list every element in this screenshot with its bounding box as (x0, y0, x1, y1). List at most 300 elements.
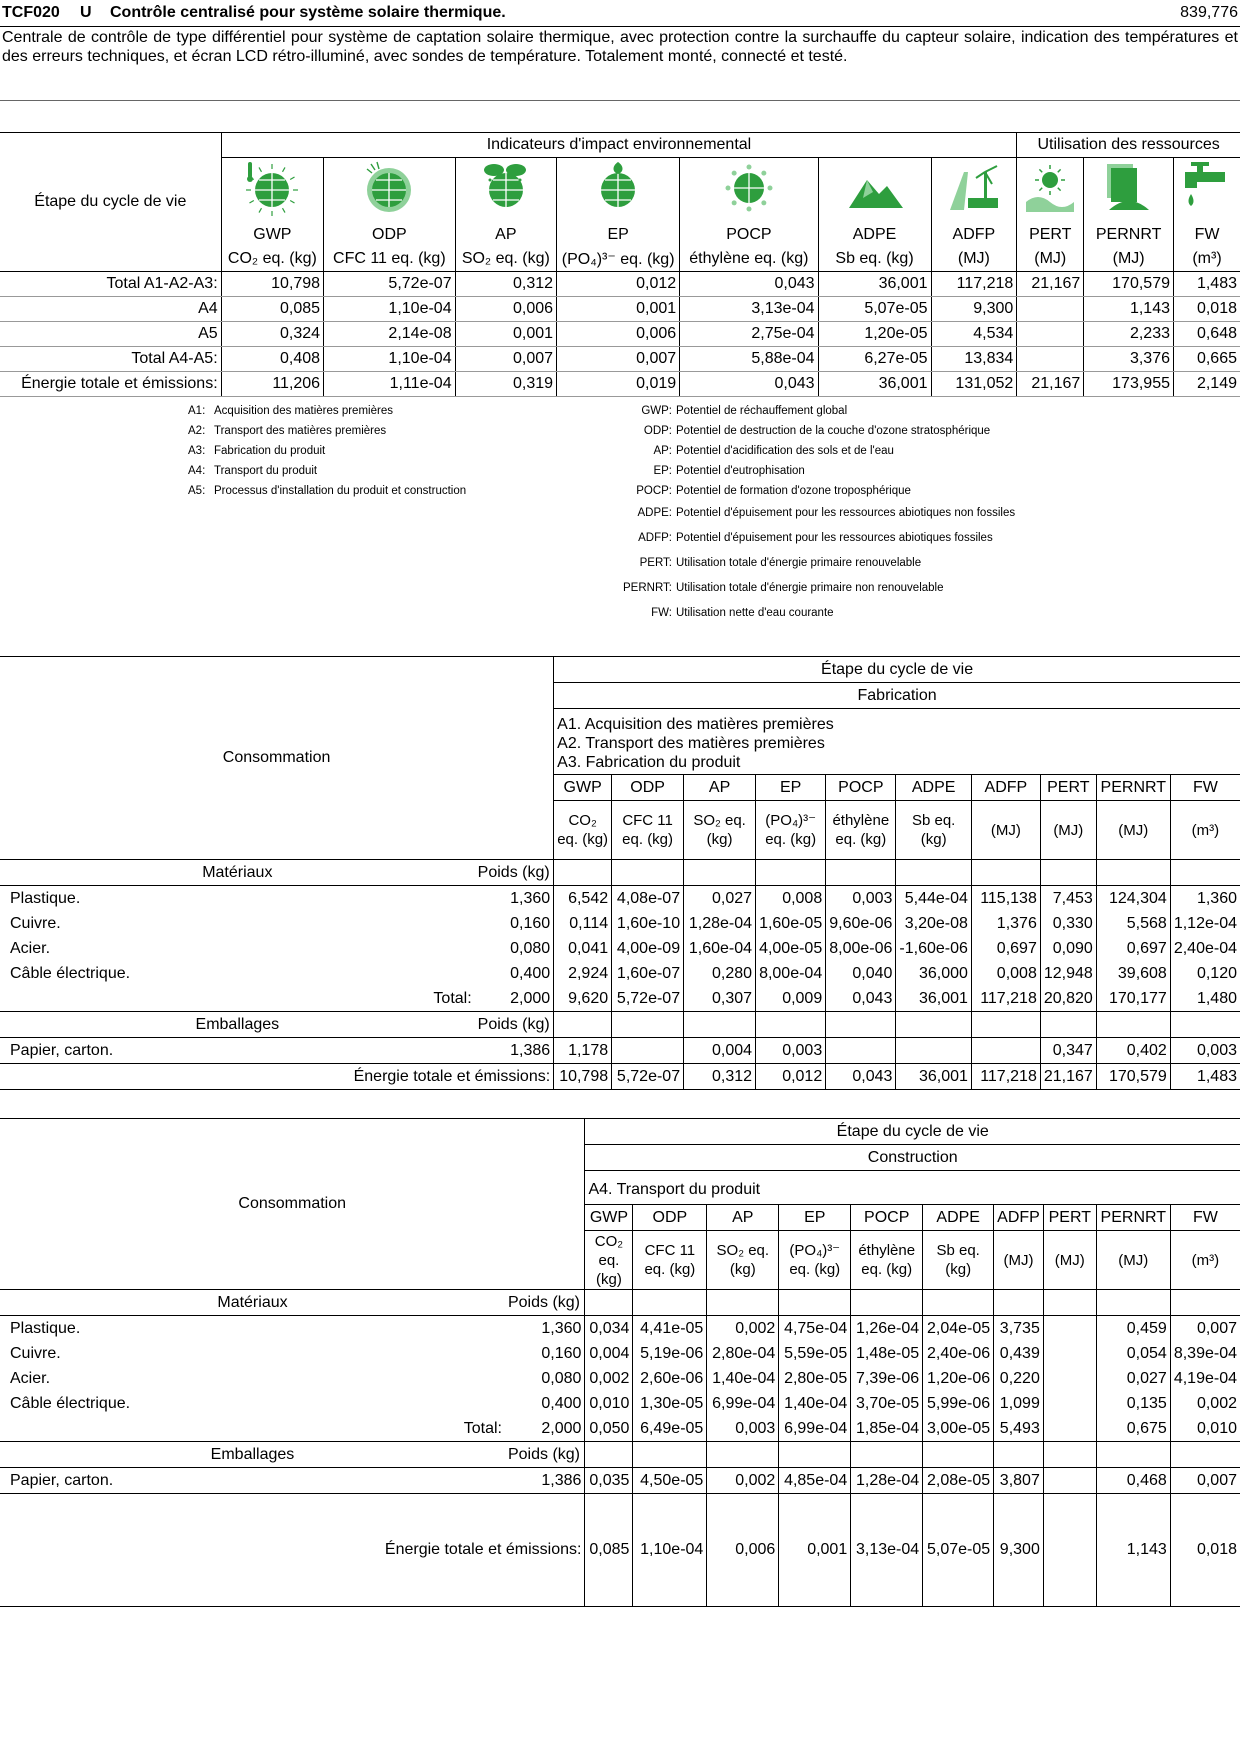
indicator-header: EP (779, 1205, 851, 1231)
indicator-legend (620, 401, 1015, 626)
value-cell: 0,114 (554, 911, 612, 936)
value-cell: 1,48e-05 (851, 1341, 923, 1366)
value-cell: 11,206 (221, 372, 323, 397)
unit-header: (MJ) (1040, 801, 1096, 860)
value-cell: 0,220 (994, 1366, 1044, 1391)
empty-cell (1170, 860, 1240, 886)
value-cell: 0,043 (826, 986, 896, 1012)
value-cell: 0,324 (221, 322, 323, 347)
value-cell (1043, 1341, 1096, 1366)
fab-stage-lines (554, 709, 1240, 775)
value-cell: 6,99e-04 (779, 1416, 851, 1442)
mineral-pile-icon (818, 158, 931, 224)
material-weight: 1,386 (475, 1038, 554, 1064)
section-header-row (0, 1290, 1240, 1316)
value-cell: 1,28e-04 (851, 1468, 923, 1494)
value-cell: 36,001 (896, 986, 972, 1012)
material-name: Acier. (10, 1369, 51, 1387)
total-row (0, 1416, 1240, 1442)
value-cell: 117,218 (971, 1064, 1040, 1090)
value-cell: 0,012 (557, 272, 680, 297)
value-cell: 39,608 (1096, 961, 1170, 986)
empty-cell (1040, 1012, 1096, 1038)
value-cell: 0,319 (455, 372, 556, 397)
material-weight: 0,080 (510, 939, 551, 957)
value-cell: 8,00e-06 (826, 936, 896, 961)
weight-header: Poids (kg) (475, 1012, 554, 1038)
value-cell: 0,468 (1096, 1468, 1170, 1494)
empty-cell (756, 1012, 826, 1038)
value-cell: 0,459 (1096, 1316, 1170, 1342)
value-cell: 3,20e-08 (896, 911, 972, 936)
legend-item (620, 601, 1015, 626)
value-cell: 5,493 (994, 1416, 1044, 1442)
material-weight: 0,080 (541, 1369, 582, 1387)
section-label: Emballages (0, 1442, 505, 1468)
thermometer-globe-icon (221, 158, 323, 224)
empty-cell (1043, 1290, 1096, 1316)
material-name: Plastique. (10, 1319, 81, 1337)
value-cell: 0,006 (455, 297, 556, 322)
value-cell: 0,090 (1040, 936, 1096, 961)
legend-key: AP: (653, 445, 672, 457)
impact-summary-table (0, 132, 1240, 397)
material-name: Câble électrique. (10, 1394, 131, 1412)
value-cell: 5,99e-06 (923, 1391, 994, 1416)
value-cell: 0,007 (455, 347, 556, 372)
indicator-header: PERNRT (1096, 1205, 1170, 1231)
value-cell: 0,408 (221, 347, 323, 372)
value-cell: 5,19e-06 (633, 1341, 707, 1366)
legend-key: A1: (188, 405, 206, 417)
empty-cell (971, 1012, 1040, 1038)
indicator-header: EP (557, 223, 680, 247)
value-cell: 5,72e-07 (612, 1064, 684, 1090)
table-row (0, 1468, 1240, 1494)
value-cell (1043, 1316, 1096, 1342)
value-cell: 0,043 (826, 1064, 896, 1090)
value-cell: 3,70e-05 (851, 1391, 923, 1416)
table-row (0, 936, 1240, 961)
value-cell (971, 1038, 1040, 1064)
value-cell: 9,300 (931, 297, 1017, 322)
material-weight: 0,400 (541, 1394, 582, 1412)
empty-cell (779, 1290, 851, 1316)
indicator-header: PERT (1017, 223, 1084, 247)
value-cell: 6,99e-04 (707, 1391, 779, 1416)
value-cell: 117,218 (971, 986, 1040, 1012)
value-cell: 7,39e-06 (851, 1366, 923, 1391)
value-cell: 2,80e-05 (779, 1366, 851, 1391)
unit-header: (PO₄)³⁻ eq. (kg) (756, 801, 826, 860)
unit-header: SO₂ eq. (kg) (684, 801, 756, 860)
value-cell: 1,10e-04 (324, 347, 456, 372)
indicator-header: PERT (1043, 1205, 1096, 1231)
value-cell: 1,40e-04 (779, 1391, 851, 1416)
section-label: Matériaux (0, 860, 475, 886)
empty-cell (1096, 1290, 1170, 1316)
value-cell: 0,312 (684, 1064, 756, 1090)
unit-header: Sb eq. (kg) (818, 247, 931, 272)
value-cell: 3,13e-04 (680, 297, 818, 322)
section-header-row (0, 1012, 1240, 1038)
value-cell: 0,009 (756, 986, 826, 1012)
indicator-header: ADFP (971, 775, 1040, 801)
empty-cell (896, 860, 972, 886)
material-weight: 0,160 (541, 1344, 582, 1362)
indicator-header: GWP (554, 775, 612, 801)
value-cell: 0,054 (1096, 1341, 1170, 1366)
legend-key: A2: (188, 425, 206, 437)
stage-line: A4. Transport du produit (588, 1181, 761, 1198)
legend-text: Utilisation totale d'énergie primaire non renouvelable (676, 582, 944, 594)
value-cell: 1,12e-04 (1170, 911, 1240, 936)
indicator-header: GWP (221, 223, 323, 247)
value-cell: 36,001 (896, 1064, 972, 1090)
value-cell: 3,13e-04 (851, 1494, 923, 1607)
value-cell (896, 1038, 972, 1064)
legend-text: Utilisation totale d'énergie primaire renouvelable (676, 557, 922, 569)
header-divider (0, 26, 1240, 27)
legend-item (620, 526, 1015, 551)
value-cell: 117,218 (931, 272, 1017, 297)
value-cell: 2,14e-08 (324, 322, 456, 347)
env-group-header: Indicateurs d'impact environnemental (221, 133, 1017, 158)
fossil-energy-icon (931, 158, 1017, 224)
value-cell: 36,000 (896, 961, 972, 986)
unit-header: (MJ) (1043, 1231, 1096, 1290)
value-cell: 0,402 (1096, 1038, 1170, 1064)
value-cell: 0,041 (554, 936, 612, 961)
indicator-header: ODP (633, 1205, 707, 1231)
empty-cell (1096, 860, 1170, 886)
indicator-header: ADFP (994, 1205, 1044, 1231)
legend-key: GWP: (641, 405, 672, 417)
empty-cell (585, 1442, 633, 1468)
material-weight: 1,386 (505, 1468, 585, 1494)
con-consumption-header: Consommation (0, 1119, 585, 1290)
unit-header: éthylène eq. (kg) (851, 1231, 923, 1290)
unit-header: CO₂ eq. (kg) (585, 1231, 633, 1290)
empty-cell (826, 860, 896, 886)
value-cell: 1,360 (1170, 886, 1240, 912)
value-cell: 4,534 (931, 322, 1017, 347)
value-cell: 8,00e-04 (756, 961, 826, 986)
empty-cell (896, 1012, 972, 1038)
value-cell: 9,620 (554, 986, 612, 1012)
value-cell: 0,312 (455, 272, 556, 297)
value-cell: 0,006 (707, 1494, 779, 1607)
value-cell: 0,043 (680, 372, 818, 397)
value-cell (826, 1038, 896, 1064)
legend-text: Potentiel d'acidification des sols et de l'eau (676, 445, 894, 457)
material-name: Cuivre. (10, 1344, 61, 1362)
empty-cell (1170, 1290, 1240, 1316)
value-cell (612, 1038, 684, 1064)
row-label: Total A1-A2-A3: (0, 272, 221, 297)
table-row (0, 1391, 1240, 1416)
solar-energy-icon (1017, 158, 1084, 224)
value-cell: 0,002 (707, 1316, 779, 1342)
fab-stage-header: Étape du cycle de vie (554, 657, 1240, 683)
legend-item (620, 501, 1015, 526)
value-cell: 0,027 (1096, 1366, 1170, 1391)
table-row (0, 886, 1240, 912)
legend-text: Potentiel de réchauffement global (676, 405, 848, 417)
material-weight: 0,160 (510, 914, 551, 932)
value-cell: 115,138 (971, 886, 1040, 912)
value-cell: 0,648 (1174, 322, 1240, 347)
value-cell (1043, 1391, 1096, 1416)
value-cell: 9,60e-06 (826, 911, 896, 936)
construction-table (0, 1118, 1240, 1607)
value-cell: 5,59e-05 (779, 1341, 851, 1366)
fab-phase-header: Fabrication (554, 683, 1240, 709)
value-cell: 7,453 (1040, 886, 1096, 912)
stage-line: A3. Fabrication du produit (557, 754, 741, 771)
legend-key: A4: (188, 465, 206, 477)
table-row (0, 1341, 1240, 1366)
value-cell: 1,60e-10 (612, 911, 684, 936)
unit-header: SO₂ eq. (kg) (707, 1231, 779, 1290)
empty-cell (633, 1290, 707, 1316)
value-cell: 0,697 (971, 936, 1040, 961)
total-weight: 2,000 (475, 986, 554, 1012)
value-cell: 0,006 (557, 322, 680, 347)
empty-cell (633, 1442, 707, 1468)
value-cell: 13,834 (931, 347, 1017, 372)
value-cell: 170,177 (1096, 986, 1170, 1012)
unit-label: U (80, 4, 92, 21)
fab-consumption-header: Consommation (0, 657, 554, 860)
value-cell: 0,007 (1170, 1468, 1240, 1494)
unit-header: (MJ) (1096, 801, 1170, 860)
value-cell: 1,178 (554, 1038, 612, 1064)
legend-text: Potentiel d'épuisement pour les ressources abiotiques non fossiles (676, 507, 1016, 519)
value-cell: 1,10e-04 (324, 297, 456, 322)
unit-header: (MJ) (1096, 1231, 1170, 1290)
value-cell: 1,40e-04 (707, 1366, 779, 1391)
empty-cell (1170, 1012, 1240, 1038)
table-row (0, 322, 1240, 347)
value-cell: 0,003 (1170, 1038, 1240, 1064)
smog-globe-icon (680, 158, 818, 224)
value-cell: 0,035 (585, 1468, 633, 1494)
value-cell: 1,26e-04 (851, 1316, 923, 1342)
value-cell (1043, 1494, 1096, 1607)
value-cell: 20,820 (1040, 986, 1096, 1012)
empty-cell (707, 1442, 779, 1468)
value-cell: 0,120 (1170, 961, 1240, 986)
item-title: Contrôle centralisé pour système solaire thermique. (110, 4, 506, 21)
value-cell: 170,579 (1096, 1064, 1170, 1090)
value-cell: 5,44e-04 (896, 886, 972, 912)
legend-key: PERNRT: (623, 582, 672, 594)
stage-line: A1. Acquisition des matières premières (557, 716, 834, 733)
table-row (0, 1366, 1240, 1391)
row-label: A5 (0, 322, 221, 347)
legend-item (620, 576, 1015, 601)
table-row (0, 1038, 1240, 1064)
value-cell: 0,027 (684, 886, 756, 912)
value-cell (1043, 1468, 1096, 1494)
value-cell: 0,019 (557, 372, 680, 397)
value-cell: 124,304 (1096, 886, 1170, 912)
value-cell: 0,002 (1170, 1391, 1240, 1416)
empty-cell (826, 1012, 896, 1038)
empty-cell (1043, 1442, 1096, 1468)
section-header-row (0, 860, 1240, 886)
value-cell (1043, 1416, 1096, 1442)
value-cell: 0,040 (826, 961, 896, 986)
row-label: Total A4-A5: (0, 347, 221, 372)
value-cell: 0,010 (585, 1391, 633, 1416)
value-cell: 1,376 (971, 911, 1040, 936)
empty-cell (923, 1290, 994, 1316)
legend-text: Fabrication du produit (214, 445, 326, 457)
value-cell: 8,39e-04 (1170, 1341, 1240, 1366)
value-cell: 0,007 (557, 347, 680, 372)
legend-item (620, 441, 1015, 461)
value-cell: 4,19e-04 (1170, 1366, 1240, 1391)
legend-key: PERT: (639, 557, 672, 569)
table-row (0, 961, 1240, 986)
value-cell: 0,004 (684, 1038, 756, 1064)
section-header-row (0, 1442, 1240, 1468)
unit-header: (PO₄)³⁻ eq. (kg) (779, 1231, 851, 1290)
value-cell: 0,018 (1170, 1494, 1240, 1607)
value-cell: 1,60e-07 (612, 961, 684, 986)
value-cell: 10,798 (554, 1064, 612, 1090)
indicator-header: AP (707, 1205, 779, 1231)
value-cell: 0,007 (1170, 1316, 1240, 1342)
value-cell: 2,04e-05 (923, 1316, 994, 1342)
indicator-header: EP (756, 775, 826, 801)
legend-item (188, 401, 466, 421)
material-weight: 1,360 (541, 1319, 582, 1337)
material-name: Papier, carton. (0, 1038, 475, 1064)
description-divider (0, 100, 1240, 101)
water-tap-icon (1174, 158, 1240, 224)
value-cell: 0,665 (1174, 347, 1240, 372)
legend-text: Processus d'installation du produit et construction (214, 485, 467, 497)
total-row (0, 986, 1240, 1012)
value-cell: 0,675 (1096, 1416, 1170, 1442)
unit-header: CFC 11 eq. (kg) (612, 801, 684, 860)
material-name: Cuivre. (10, 914, 61, 932)
legend-key: A3: (188, 445, 206, 457)
unit-header: CFC 11 eq. (kg) (324, 247, 456, 272)
value-cell: 0,050 (585, 1416, 633, 1442)
unit-header: éthylène eq. (kg) (826, 801, 896, 860)
value-cell: 4,50e-05 (633, 1468, 707, 1494)
unit-header: CO₂ eq. (kg) (221, 247, 323, 272)
item-code: TCF020 (2, 4, 60, 21)
material-weight: 1,360 (510, 889, 551, 907)
legend-text: Potentiel de destruction de la couche d'ozone stratosphérique (676, 425, 991, 437)
value-cell (1043, 1366, 1096, 1391)
legend-text: Acquisition des matières premières (214, 405, 393, 417)
value-cell: 0,001 (557, 297, 680, 322)
legend-key: ADFP: (638, 532, 672, 544)
material-name: Acier. (10, 939, 51, 957)
value-cell: 0,004 (585, 1341, 633, 1366)
con-stage-lines (585, 1171, 1240, 1205)
value-cell: 2,149 (1174, 372, 1240, 397)
stage-header: Étape du cycle de vie (0, 133, 221, 272)
unit-header: (MJ) (1084, 247, 1174, 272)
unit-header: CO₂ eq. (kg) (554, 801, 612, 860)
material-weight: 0,400 (510, 964, 551, 982)
grand-total-row (0, 1494, 1240, 1607)
value-cell: 6,49e-05 (633, 1416, 707, 1442)
value-cell: 21,167 (1017, 272, 1084, 297)
value-cell: 5,07e-05 (923, 1494, 994, 1607)
indicator-header: ADPE (896, 775, 972, 801)
legend-text: Transport des matières premières (214, 425, 387, 437)
value-cell: 0,018 (1174, 297, 1240, 322)
indicator-header: ADFP (931, 223, 1017, 247)
empty-cell (994, 1442, 1044, 1468)
indicator-header: FW (1174, 223, 1240, 247)
empty-cell (684, 860, 756, 886)
value-cell: 0,001 (779, 1494, 851, 1607)
value-cell: 0,012 (756, 1064, 826, 1090)
value-cell: 1,20e-06 (923, 1366, 994, 1391)
value-cell: 1,143 (1084, 297, 1174, 322)
value-cell: 0,001 (455, 322, 556, 347)
empty-cell (851, 1290, 923, 1316)
indicator-header: PERNRT (1084, 223, 1174, 247)
weight-header: Poids (kg) (505, 1442, 585, 1468)
legend-key: ODP: (643, 425, 672, 437)
value-cell: 0,043 (680, 272, 818, 297)
total-label: Total: (0, 986, 475, 1012)
value-cell: 1,480 (1170, 986, 1240, 1012)
table-row (0, 297, 1240, 322)
value-cell: 36,001 (818, 272, 931, 297)
value-cell: 9,300 (994, 1494, 1044, 1607)
value-cell: 2,40e-06 (923, 1341, 994, 1366)
value-cell: 0,003 (756, 1038, 826, 1064)
weight-header: Poids (kg) (505, 1290, 585, 1316)
empty-cell (994, 1290, 1044, 1316)
value-cell: 0,003 (707, 1416, 779, 1442)
value-cell: 0,008 (971, 961, 1040, 986)
row-label: A4 (0, 297, 221, 322)
indicator-header: ADPE (818, 223, 931, 247)
stage-legend (188, 401, 466, 501)
value-cell: 0,085 (221, 297, 323, 322)
legend-item (620, 481, 1015, 501)
material-name: Plastique. (10, 889, 81, 907)
value-cell (1017, 322, 1084, 347)
unit-header: Sb eq. (kg) (923, 1231, 994, 1290)
unit-header: (PO₄)³⁻ eq. (kg) (557, 247, 680, 272)
value-cell: 1,483 (1170, 1064, 1240, 1090)
legend-text: Potentiel d'eutrophisation (676, 465, 805, 477)
value-cell: 3,807 (994, 1468, 1044, 1494)
value-cell: 1,60e-05 (756, 911, 826, 936)
empty-cell (779, 1442, 851, 1468)
indicator-header: ADPE (923, 1205, 994, 1231)
indicator-header: AP (455, 223, 556, 247)
value-cell: 6,542 (554, 886, 612, 912)
grand-total-label: Énergie totale et émissions: (0, 1494, 585, 1607)
indicator-header: PERT (1040, 775, 1096, 801)
indicator-header: FW (1170, 775, 1240, 801)
empty-cell (1096, 1442, 1170, 1468)
